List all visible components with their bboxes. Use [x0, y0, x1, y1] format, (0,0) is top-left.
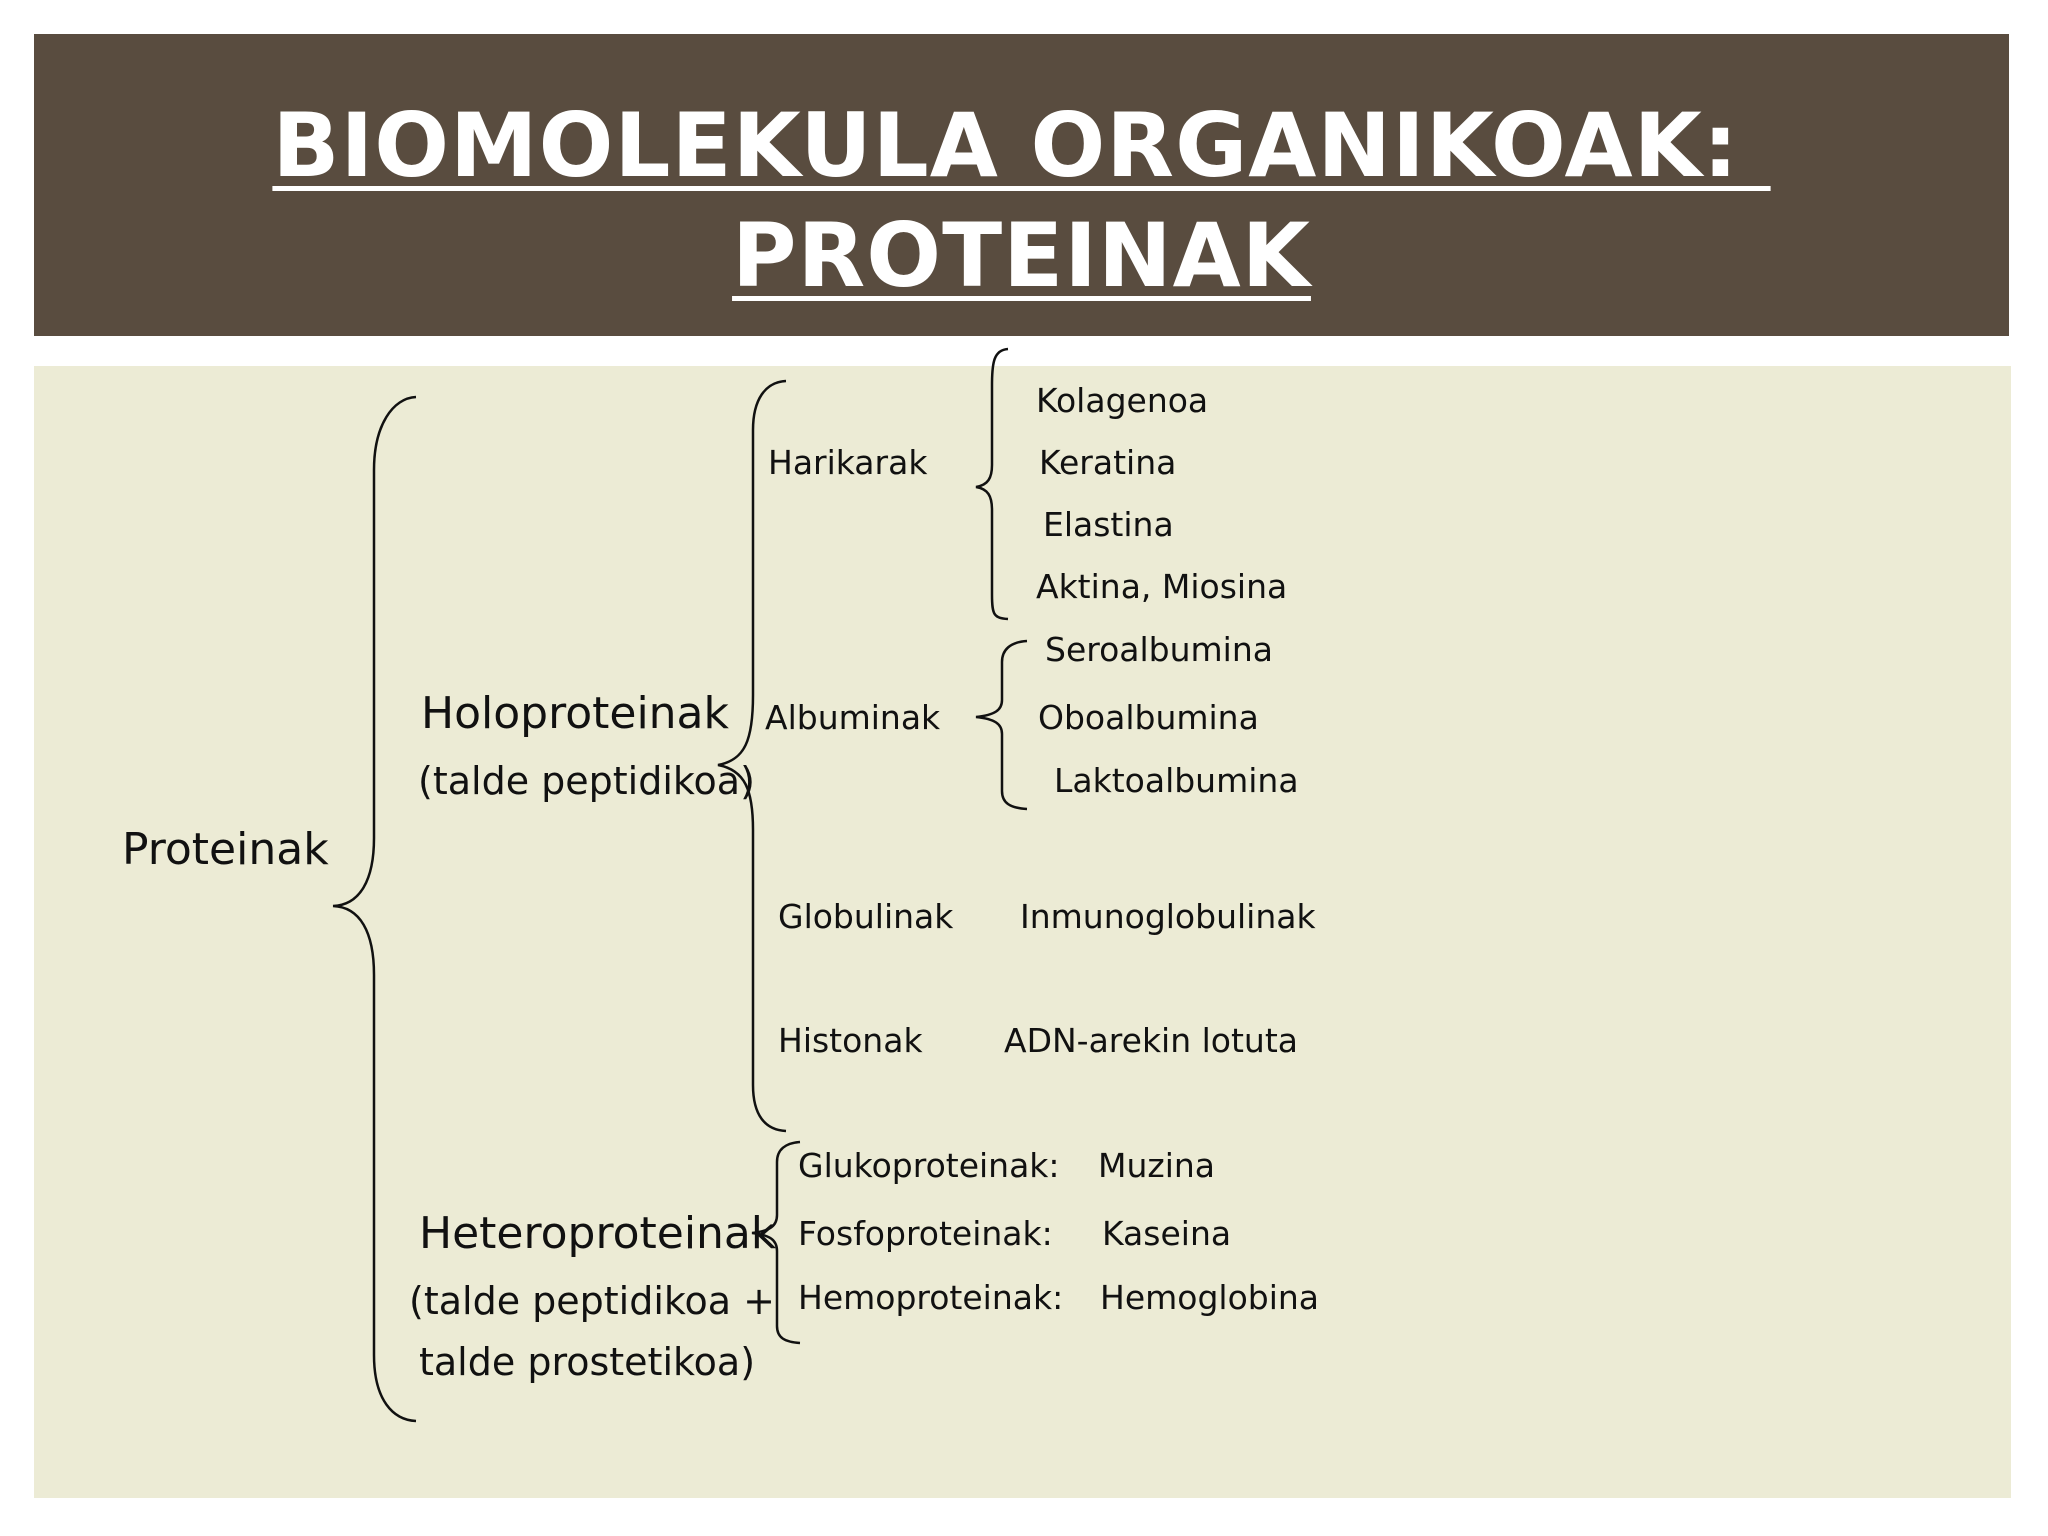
label-fosfoproteinak: Fosfoproteinak:: [798, 1214, 1053, 1253]
label-proteinak: Proteinak: [122, 824, 329, 875]
example-kaseina: Kaseina: [1102, 1214, 1232, 1253]
label-hemoproteinak: Hemoproteinak:: [798, 1278, 1064, 1317]
example-oboalbumina: Oboalbumina: [1038, 698, 1259, 737]
brace-holoproteinak: [718, 381, 786, 1131]
example-hemoglobina: Hemoglobina: [1100, 1278, 1320, 1317]
title-line-1: BIOMOLEKULA ORGANIKOAK:: [272, 94, 1771, 197]
label-globulinak: Globulinak: [778, 897, 954, 936]
brace-albuminak: [976, 641, 1027, 809]
label-holoproteinak-note: (talde peptidikoa): [418, 759, 755, 803]
example-elastina: Elastina: [1043, 505, 1174, 544]
label-histonak: Histonak: [778, 1021, 923, 1060]
label-glukoproteinak: Glukoproteinak:: [798, 1146, 1060, 1185]
example-laktoalbumina: Laktoalbumina: [1054, 761, 1299, 800]
example-muzina: Muzina: [1098, 1146, 1216, 1185]
example-seroalbumina: Seroalbumina: [1045, 630, 1273, 669]
label-heteroproteinak-note-2: talde prostetikoa): [419, 1340, 756, 1384]
example-aktina-miosina: Aktina, Miosina: [1036, 567, 1288, 606]
brace-harikarak: [976, 349, 1008, 619]
example-inmunoglobulinak: Inmunoglobulinak: [1020, 897, 1316, 936]
example-keratina: Keratina: [1039, 443, 1177, 482]
label-harikarak: Harikarak: [768, 443, 928, 482]
brace-proteinak: [333, 397, 416, 1421]
example-kolagenoa: Kolagenoa: [1036, 381, 1209, 420]
label-heteroproteinak: Heteroproteinak: [419, 1208, 777, 1259]
label-heteroproteinak-note-1: (talde peptidikoa +: [409, 1279, 776, 1323]
label-holoproteinak: Holoproteinak: [421, 688, 729, 739]
title-line-2: PROTEINAK: [732, 204, 1311, 307]
label-albuminak: Albuminak: [765, 698, 941, 737]
example-adn-arekin-lotuta: ADN-arekin lotuta: [1004, 1021, 1299, 1060]
